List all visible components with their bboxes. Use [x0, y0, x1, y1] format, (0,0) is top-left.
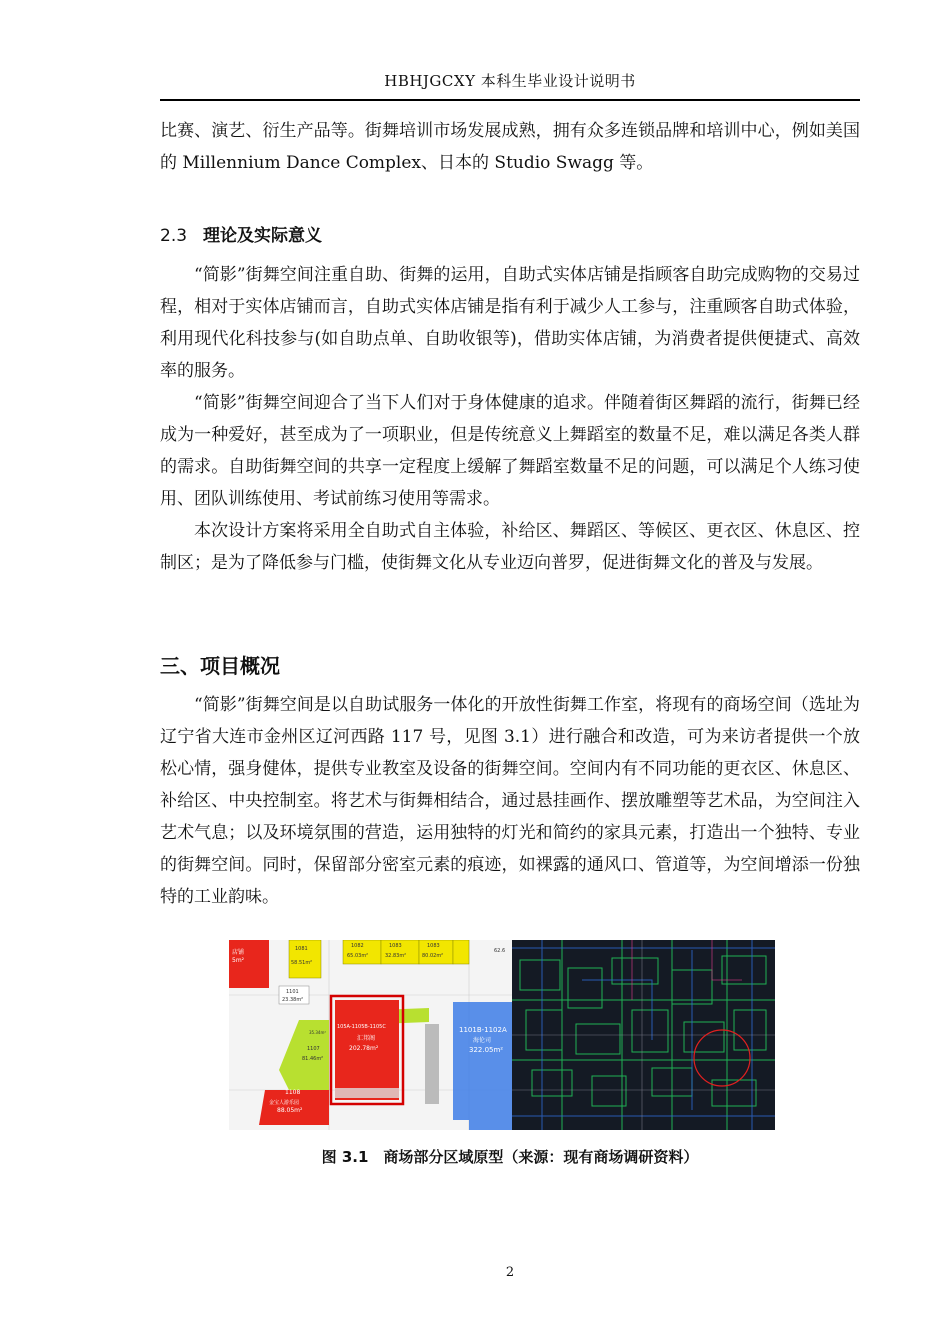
section-number: 2.3 — [160, 226, 188, 246]
unit-105-name: 汇邦阁 — [357, 1035, 376, 1042]
unit-1107-id: 1107 — [307, 1046, 320, 1052]
header-title: HBHJGCXY 本科生毕业设计说明书 — [384, 72, 636, 90]
unit-small-area: 35.34m² — [309, 1030, 326, 1035]
unit-left-area: 5m² — [232, 957, 245, 964]
unit-1083b-id: 1083 — [427, 943, 440, 949]
unit-1101b-area: 322.05m² — [469, 1046, 504, 1054]
unit-1108-id: 1108 — [285, 1089, 301, 1096]
section-title: 理论及实际意义 — [203, 226, 323, 246]
unit-1081-id: 1081 — [295, 946, 308, 952]
unit-1101-id: 1101 — [286, 989, 299, 995]
unit-1082-area: 65.03m² — [347, 953, 369, 959]
unit-1101-area: 23.38m² — [282, 997, 304, 1003]
floor-plan-svg — [229, 940, 512, 1130]
figure-caption: 图 3.1 商场部分区域原型（来源：现有商场调研资料） — [321, 1148, 699, 1166]
unit-1101b-id: 1101B-1102A — [459, 1026, 507, 1034]
unit-1101b-name: 海伦司 — [473, 1037, 492, 1044]
unit-1108-area: 88.05m² — [277, 1107, 303, 1114]
unit-105-area: 202.78m² — [349, 1045, 379, 1052]
section-heading-2-3 — [160, 221, 322, 246]
unit-1082-id: 1082 — [351, 943, 364, 949]
unit-top-right-label: 62.6 — [494, 948, 506, 954]
floor-plan-image — [229, 940, 512, 1130]
unit-1083-area: 32.83m² — [385, 953, 407, 959]
unit-1083b-area: 80.02m² — [422, 953, 444, 959]
unit-1107-area: 81.46m² — [302, 1056, 324, 1062]
unit-105-id: 105A-1105B-1105C — [337, 1024, 386, 1030]
cad-drawing-image — [512, 940, 775, 1130]
unit-1083-id: 1083 — [389, 943, 402, 949]
section-heading-3: 三、项目概况 — [160, 654, 280, 678]
paragraph-2: “简影”街舞空间迎合了当下人们对于身体健康的追求。伴随着街区舞蹈的流行，街舞已经成为一种爱好，甚至成为了一项职业，但是传统意义上舞蹈室的数量不足，难以满足各类人群的需求。自助街舞空间的共享一定程度上缓解了舞蹈室数量不足的问题，可以满足个人练习使用、团队训练使用、考试前练习使用等需求。 — [160, 393, 860, 509]
unit-left-label: 店铺 — [232, 949, 245, 956]
cad-drawing-svg — [512, 940, 775, 1130]
header-rule — [160, 99, 860, 101]
paragraph-3: 本次设计方案将采用全自助式自主体验，补给区、舞蹈区、等候区、更衣区、休息区、控制区；是为了降低参与门槛，使街舞文化从专业迈向普罗，促进街舞文化的普及与发展。 — [160, 521, 860, 573]
paragraph-intro: 比赛、演艺、衍生产品等。街舞培训市场发展成熟，拥有众多连锁品牌和培训中心，例如美国的 Millennium Dance Complex、日本的 Studio Swagg 等。 — [160, 121, 860, 173]
paragraph-4: “简影”街舞空间是以自助试服务一体化的开放性街舞工作室，将现有的商场空间（选址为辽宁省大连市金州区辽河西路 117 号，见图 3.1）进行融合和改造，可为来访者提供一个放松心情，强身健体，提供专业教室及设备的街舞空间。空间内有不同功能的更衣区、休息区、补给区、中央控制室。将艺术与街舞相结合，通过悬挂画作、摆放雕塑等艺术品，为空间注入艺术气息；以及环境氛围的营造，运用独特的灯光和简约的家具元素，打造出一个独特、专业的街舞空间。同时，保留部分密室元素的痕迹，如裸露的通风口、管道等，为空间增添一份独特的工业韵味。 — [160, 695, 860, 907]
figure-3-1 — [229, 940, 775, 1130]
unit-1081-area: 58.51m² — [291, 960, 313, 966]
paragraph-1: “简影”街舞空间注重自助、街舞的运用，自助式实体店铺是指顾客自助完成购物的交易过程，相对于实体店铺而言，自助式实体店铺是指有利于减少人工参与，注重顾客自助式体验，利用现代化科技参与(如自助点单、自助收银等)，借助实体店铺，为消费者提供便捷式、高效率的服务。 — [160, 265, 860, 381]
page-number: 2 — [505, 1265, 515, 1280]
unit-1108-name: 金宝人游乐园 — [269, 1100, 300, 1106]
